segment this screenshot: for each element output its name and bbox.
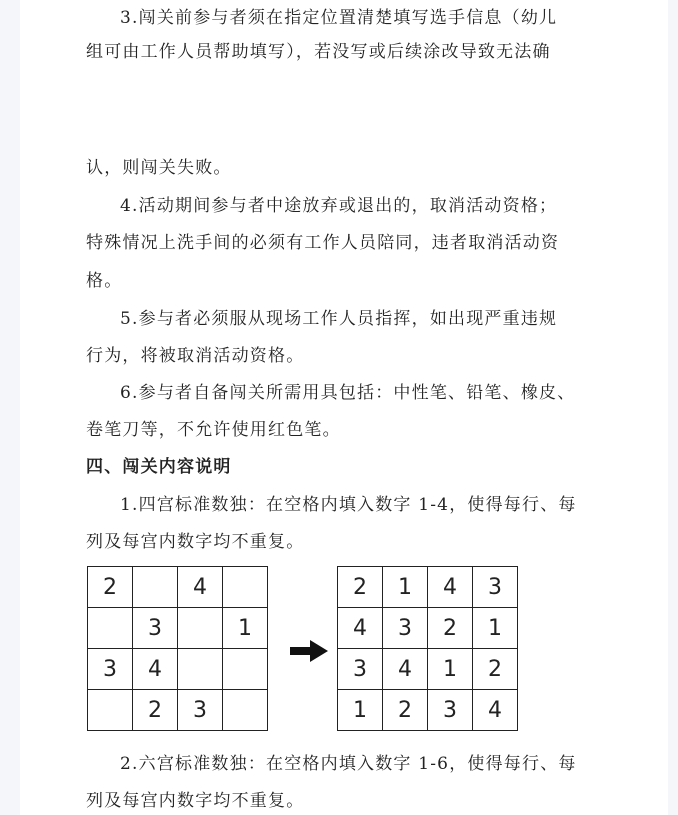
puzzle-cell: 3: [88, 649, 133, 690]
sudoku-puzzle-grid: [87, 566, 268, 731]
puzzle-cell: [88, 690, 133, 731]
puzzle-cell: [133, 567, 178, 608]
item-1-line-2: 列及每宫内数字均不重复。: [86, 532, 305, 552]
puzzle-cell: 4: [178, 567, 223, 608]
solution-cell: 4: [428, 567, 473, 608]
solution-cell: 2: [428, 608, 473, 649]
rule-5-line-2: 行为，将被取消活动资格。: [86, 346, 305, 366]
item-1-line-1: 1.四宫标准数独：在空格内填入数字 1-4，使得每行、每: [120, 495, 577, 515]
puzzle-cell: [178, 608, 223, 649]
solution-cell: 1: [383, 567, 428, 608]
sudoku-solution-grid: [337, 566, 518, 731]
rule-4-line-2: 特殊情况上洗手间的必须有工作人员陪同，违者取消活动资: [86, 233, 560, 253]
solution-cell: 3: [383, 608, 428, 649]
puzzle-cell: 2: [133, 690, 178, 731]
puzzle-cell: [223, 567, 268, 608]
section-heading: 四、闯关内容说明: [86, 457, 232, 477]
puzzle-cell: [223, 690, 268, 731]
solution-cell: 1: [428, 649, 473, 690]
solution-cell: 2: [383, 690, 428, 731]
solution-cell: 1: [338, 690, 383, 731]
solution-cell: 1: [473, 608, 518, 649]
item-2-line-2: 列及每宫内数字均不重复。: [86, 791, 305, 811]
puzzle-cell: 1: [223, 608, 268, 649]
rule-4-line-3: 格。: [86, 271, 123, 291]
puzzle-cell: [223, 649, 268, 690]
solution-cell: 4: [338, 608, 383, 649]
puzzle-cell: [178, 649, 223, 690]
rule-3-line-1: 3.闯关前参与者须在指定位置清楚填写选手信息（幼儿: [120, 8, 558, 28]
solution-cell: 3: [338, 649, 383, 690]
rule-5-line-1: 5.参与者必须服从现场工作人员指挥，如出现严重违规: [120, 309, 558, 329]
rule-6-line-1: 6.参与者自备闯关所需用具包括：中性笔、铅笔、橡皮、: [120, 383, 576, 403]
solution-cell: 2: [473, 649, 518, 690]
rule-6-line-2: 卷笔刀等，不允许使用红色笔。: [86, 420, 341, 440]
rule-3-line-2: 组可由工作人员帮助填写），若没写或后续涂改导致无法确: [86, 42, 551, 62]
solution-cell: 3: [428, 690, 473, 731]
puzzle-cell: 3: [178, 690, 223, 731]
solution-cell: 2: [338, 567, 383, 608]
item-2-line-1: 2.六宫标准数独：在空格内填入数字 1-6，使得每行、每: [120, 754, 577, 774]
puzzle-cell: 4: [133, 649, 178, 690]
solution-cell: 3: [473, 567, 518, 608]
puzzle-cell: 2: [88, 567, 133, 608]
puzzle-cell: [88, 608, 133, 649]
puzzle-cell: 3: [133, 608, 178, 649]
rule-3-line-3: 认，则闯关失败。: [86, 158, 232, 178]
right-arrow-icon: [290, 640, 328, 662]
solution-cell: 4: [473, 690, 518, 731]
solution-cell: 4: [383, 649, 428, 690]
rule-4-line-1: 4.活动期间参与者中途放弃或退出的，取消活动资格；: [120, 196, 558, 216]
